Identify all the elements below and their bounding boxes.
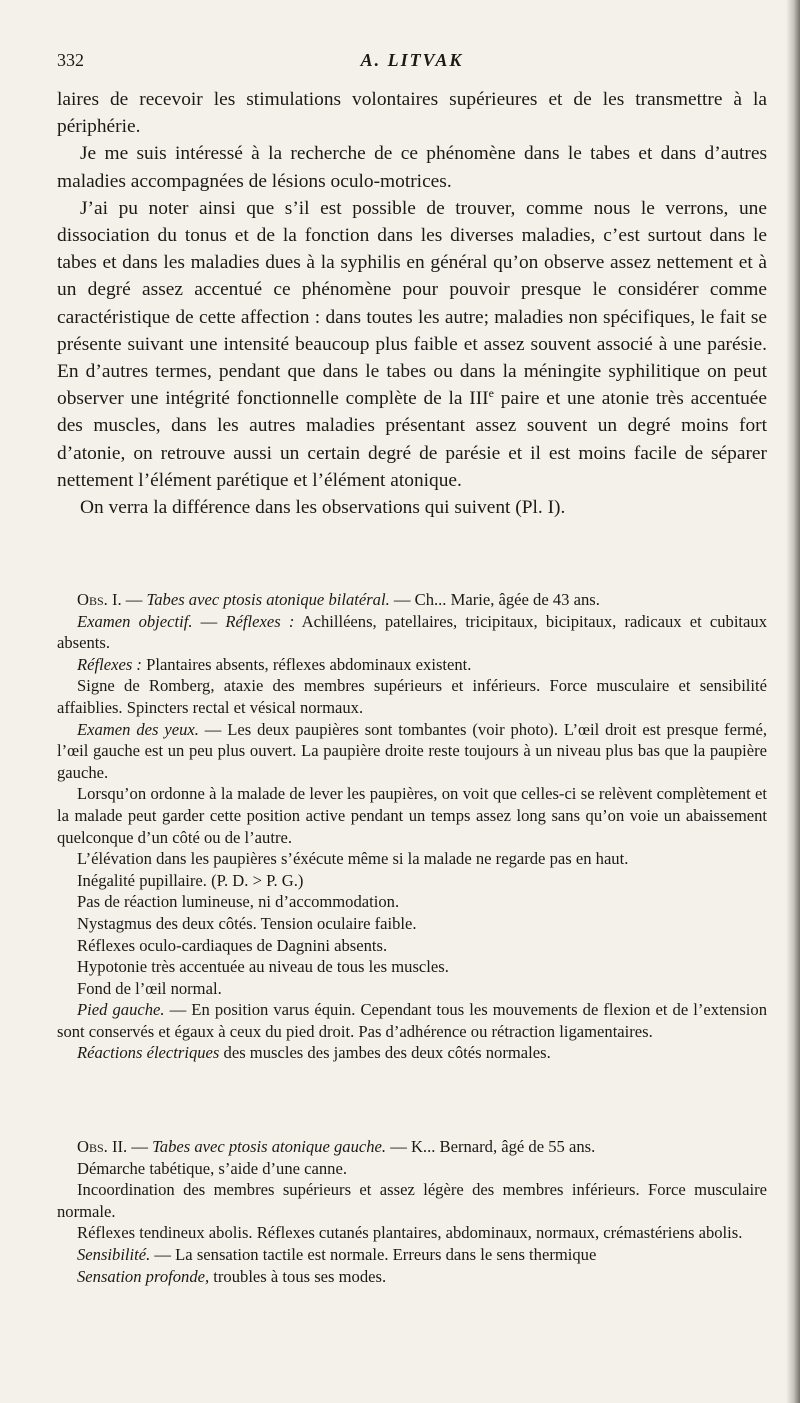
paragraph-4: On verra la différence dans les observations qui suivent (Pl. I). xyxy=(80,497,566,519)
superscript-e: e xyxy=(488,386,494,401)
obs1-fundus: Fond de l’œil normal. xyxy=(77,978,222,998)
obs1-electric-label: Réactions électriques xyxy=(77,1043,220,1063)
main-text xyxy=(57,86,767,521)
obs1-reflexes-label: Réflexes : xyxy=(225,611,295,631)
obs1-eyes xyxy=(57,719,767,784)
obs1-hypotonia: Hypotonie très accentuée au niveau de tous les muscles. xyxy=(77,957,449,977)
obs1-dash: — xyxy=(121,590,147,609)
obs1-exam-label: Examen objectif. xyxy=(77,611,193,631)
obs2-sens-text: — La sensation tactile est normale. Erreurs dans le sens thermique xyxy=(150,1244,597,1264)
obs2-patient: — K... Bernard, âgé de 55 ans. xyxy=(386,1137,596,1156)
obs1-foot xyxy=(57,999,767,1042)
obs1-reflexes2-label: Réflexes : xyxy=(77,654,142,674)
paragraph-3-part-a: J’ai pu noter ainsi que s’il est possible de trouver, comme nous le verrons, une dissociation du tonus et de la fonction dans les diverses maladies, c’est surtout dans le tabes et dans les maladies dues à la syphilis en général qu’on observe assez nettement et à un degré assez accentué ce phénomène pour pouvoir presque le considérer comme caractéristique de cette affection : dans toutes les autre; maladies non spécifiques, le fait se présente suivant une intensité beaucoup plus faible et assez souvent associé à une parésie. En d’autres termes, pendant que dans le tabes ou dans la méningite syphilitique on peut observer une intégrité fonctionnelle complète de la III xyxy=(57,197,767,410)
obs2-deep-label: Sensation profonde, xyxy=(77,1266,210,1286)
obs2-gait: Démarche tabétique, s’aide d’une canne. xyxy=(77,1158,347,1178)
paragraph-3-part-b: paire et une atonie très accentuée des muscles, dans les autres maladies présentant assez souvent un degré moins fort d’atonie, on retrouve aussi un certain degré de parésie et il est moins facile de séparer nettement l’élément parétique et l’élément atonique. xyxy=(57,388,767,491)
obs1-label: Obs. I. xyxy=(77,590,122,609)
obs1-patient: — Ch... Marie, âgée de 43 ans. xyxy=(389,590,600,609)
obs1-oculo: Réflexes oculo-cardiaques de Dagnini absents. xyxy=(77,935,388,955)
observation-2 xyxy=(57,1136,767,1287)
paragraph-3 xyxy=(57,195,767,494)
obs1-heading xyxy=(57,589,767,611)
paragraph-1: laires de recevoir les stimulations volontaires supérieures et de les transmettre à la périphérie. xyxy=(57,89,767,138)
obs1-elevation: L’élévation dans les paupières s’éxécute même si la malade ne regarde pas en haut. xyxy=(77,849,629,869)
obs1-eyes-text: — Les deux paupières sont tombantes (voir photo). L’œil droit est presque fermé, l’œil gauche est un peu plus ouvert. La paupière droite reste toujours à un niveau plus bas que la paupière gauche. xyxy=(57,719,767,782)
obs2-deep xyxy=(57,1266,767,1288)
paragraph-2: Je me suis intéressé à la recherche de ce phénomène dans le tabes et dans d’autres maladies accompagnées de lésions oculo-motrices. xyxy=(57,143,767,192)
observation-1 xyxy=(57,589,767,1064)
obs1-electric-text: des muscles des jambes des deux côtés normales. xyxy=(219,1043,551,1063)
obs1-nystagmus: Nystagmus des deux côtés. Tension oculaire faible. xyxy=(77,913,417,933)
obs2-incoord: Incoordination des membres supérieurs et assez légère des membres inférieurs. Force musculaire normale. xyxy=(57,1180,767,1221)
obs1-foot-text: — En position varus équin. Cependant tous les mouvements de flexion et de l’extension sont conservés et égaux à ceux du pied droit. Pas d’adhérence ou rétraction ligamentaires. xyxy=(57,1000,767,1041)
obs1-inequality: Inégalité pupillaire. (P. D. > P. G.) xyxy=(77,870,304,890)
page-number: 332 xyxy=(57,50,84,70)
obs1-foot-label: Pied gauche. xyxy=(77,1000,165,1020)
obs2-title: Tabes avec ptosis atonique gauche. xyxy=(152,1137,387,1156)
obs1-exam xyxy=(57,611,767,654)
running-head: A. LITVAK xyxy=(360,50,464,70)
obs2-heading xyxy=(57,1136,767,1158)
obs1-reflexes-2 xyxy=(57,654,767,676)
obs1-romberg: Signe de Romberg, ataxie des membres supérieurs et inférieurs. Force musculaire et sensibilité affaiblies. Spincters rectal et vésical normaux. xyxy=(57,676,767,717)
obs1-eyes-label: Examen des yeux. xyxy=(77,719,199,739)
obs1-title: Tabes avec ptosis atonique bilatéral. xyxy=(146,590,390,609)
page-edge-shadow xyxy=(786,0,800,1403)
obs1-order: Lorsqu’on ordonne à la malade de lever les paupières, on voit que celles-ci se relèvent complètement et la malade peut garder cette position active pendant un temps assez long sans qu’on voie un abaissement quelconque d’un côté ou de l’autre. xyxy=(57,784,767,847)
obs1-reflexes-text: Achilléens, patellaires, tricipitaux, bicipitaux, radicaux et cubitaux absents. xyxy=(57,611,768,653)
obs2-deep-text: troubles à tous ses modes. xyxy=(209,1266,387,1286)
obs2-reflexes: Réflexes tendineux abolis. Réflexes cutanés plantaires, abdominaux, normaux, crémastériens abolis. xyxy=(77,1223,743,1243)
obs1-no-reaction: Pas de réaction lumineuse, ni d’accommodation. xyxy=(77,892,400,912)
obs2-dash: — xyxy=(127,1137,153,1156)
obs1-exam-dash: — xyxy=(192,611,226,631)
page-header xyxy=(57,50,767,72)
obs2-label: Obs. II. xyxy=(77,1137,128,1156)
obs1-reflexes2-text: Plantaires absents, réflexes abdominaux existent. xyxy=(141,654,472,674)
obs2-sensibility xyxy=(57,1244,767,1266)
obs2-sens-label: Sensibilité. xyxy=(77,1244,151,1264)
obs1-electric xyxy=(57,1042,767,1064)
